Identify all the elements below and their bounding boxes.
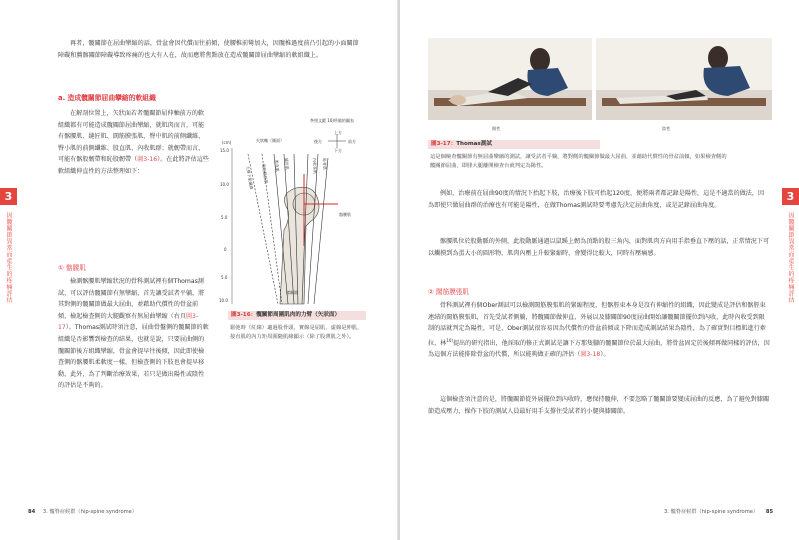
citation-superscript: 10) bbox=[446, 337, 453, 343]
photo-label-negative: 陰性 bbox=[662, 126, 671, 131]
right-paragraph-3-tail: ）。 bbox=[600, 351, 610, 359]
direction-down: 下方 bbox=[334, 148, 342, 153]
left-paragraph-2-text: 檢測髂腰肌攣縮狀況的骨科測試裡有個Thomas測試，可以評估髖關節有無攣縮，首先讓受試者平躺，將其對側的髖關節做最大屈曲，並藉助代償性的骨盆前傾，檢起檢查側的大腿觀察有無屈曲攣縮（右頁 bbox=[58, 278, 205, 320]
right-paragraph-3-text: 骨科測試裡有個Ober測試可以檢測闊筋膜張肌的緊縮程度，但髂脛束本身是沒有伸縮性的組織，因此變成是評估和髂脛束連結的闊筋膜張肌，首先受試者側躺，將髖關節做伸直、外展以及膝關節90度屈曲開始讓髖關節擺位到內收，此時內收受到限制的話就判定為陽性，可是，Ober測試很容易因為代償性的骨盆前傾或下降而造成測試結果為陰性，為了確實對目標肌進行牽拉，林 bbox=[428, 302, 766, 347]
caption-label: 圖3-16： bbox=[231, 312, 257, 318]
caption-title: 髖關節周圍肌肉的力臂（矢狀面） bbox=[256, 312, 341, 318]
page-number: 85 bbox=[765, 509, 774, 515]
chapter-tab-right[interactable]: 3 bbox=[782, 188, 799, 205]
direction-back: 後方 bbox=[314, 139, 322, 144]
figure-ref-3-18[interactable]: 圖3-18 bbox=[580, 351, 601, 359]
axis-position-label: 矢狀軸（側面） bbox=[256, 138, 284, 143]
left-paragraph-1 bbox=[58, 108, 210, 178]
photo-label-positive: 陽性 bbox=[492, 126, 501, 131]
tick-label: 15.0 bbox=[220, 148, 229, 153]
figure-3-17-caption bbox=[431, 140, 492, 149]
tick-label: 0 bbox=[224, 247, 227, 252]
thomas-test-photo-positive bbox=[428, 38, 592, 120]
page-number: 84 bbox=[28, 509, 36, 515]
right-footer bbox=[664, 508, 773, 515]
figure-3-16-caption bbox=[231, 311, 340, 320]
figure-ref-3-16[interactable]: 圖3-16 bbox=[137, 156, 158, 164]
right-paragraph-3-text-b: 提出的研究指出，他採取的修正式測試是讓下方那隻腳的髖關節位於最大屈曲，將骨盆固定於後傾再做同樣的評估，因為這個方法能排除骨盆的代償，所以能夠做正確的評估（ bbox=[428, 339, 770, 359]
left-page bbox=[0, 0, 398, 540]
running-footer: 3. 髖脊症候群（hip-spine syndrome） bbox=[42, 509, 138, 515]
photo-negative-svg bbox=[596, 38, 772, 120]
caption-label: 圖3-17： bbox=[431, 141, 457, 147]
knee-label: 膝關節 bbox=[286, 290, 298, 295]
left-paragraph-2-tail: ）。Thomas測試時須注意，屈曲骨盤側的髖關節的軟組織是否影響到檢查的結果，也就是說，只要屈曲側的髖關節後方組織攣縮，骨盆會提早往後傾，因此即使檢查側的髂腰肌柔軟度一樣，但檢查側的下肢也會提早移動，此外，為了判斷治療效果，若只是做出陽性或陰性的評估是不夠的。 bbox=[58, 324, 209, 390]
figure-3-17-note: 這是個檢查髖關節有無屈曲攣縮的測試，讓受試者平躺，將對側的髖關節做最大屈曲，並藉助代償性的骨盆前傾，如果檢查側的髖關節屈曲，即腓大腿離開檢查台就判定為陽性。 bbox=[430, 154, 727, 170]
axis-ticks bbox=[219, 148, 229, 303]
left-paragraph-1-tail: ）。在此將評估這些軟組織伸直性的方法整理如下： bbox=[58, 156, 209, 175]
figure-3-16-note: 鬆弛時（紅線）適過股骨頭，實線是屈肌，虛線是伸肌，接直肌的內力矩周圍隨肌緣顯示（除了股薄肌之外）。 bbox=[230, 325, 363, 341]
left-paragraph-2 bbox=[58, 276, 210, 392]
diagram-svg bbox=[218, 114, 368, 310]
figure-3-16-caption-bar bbox=[228, 311, 366, 320]
subheading-iliopsoas: ① 髂腰肌 bbox=[58, 264, 86, 272]
figure-ref-3-17[interactable]: 圖3-17 bbox=[58, 312, 199, 332]
figure-3-17-caption-bar bbox=[428, 140, 600, 149]
right-paragraph-4: 這個檢查須注意的是，將髖關節從外展擺位到內收時，應保持髖伸，不要忽略了髖關節要變成屈曲的反應，為了避免對膝關節造成壓力，操作下肢的測試人員最好用手支撐住受試者的小腿與膝關節。 bbox=[428, 396, 770, 415]
chapter-side-title-left: 因髖關節異常而產生的疼痛評估 bbox=[5, 212, 12, 303]
right-page bbox=[400, 0, 799, 540]
muscle-label: 闊筋膜張肌 bbox=[261, 163, 269, 184]
muscle-label: 大臀下肌纖維 bbox=[245, 165, 255, 190]
photo-positive-svg bbox=[428, 38, 592, 120]
intro-paragraph: 再者，髖關節在屈曲攣縮的話，骨盆會因代償而往前傾，使腰椎前彎加大，因髖椎過度前凸引起的小面關節障礙和薦髂關節障礙導致疼痛的也大有人在，故而應將焦點放在造成髖關節屈曲攣縮的軟組織上。 bbox=[58, 40, 359, 59]
caption-title: Thomas測試 bbox=[456, 141, 492, 147]
diagram-ref-label: 參照文獻 10)所做的圖表 bbox=[310, 118, 354, 123]
right-paragraph-2: 髂腰肌位於股動脈的外側，此股動脈通過以鼠蹊上韌為頂點的股三角內，面對肌肉方向用手指垂直下壓的話，正常情況下可以觸摸到為蛋大小的圓形物，肌肉內壓上升較緊縮時，會變得比較大，同時有壓痛感。 bbox=[428, 238, 770, 257]
thomas-test-photo-negative bbox=[596, 38, 772, 120]
chapter-tab-left[interactable]: 3 bbox=[0, 188, 17, 205]
direction-front: 前方 bbox=[348, 139, 356, 144]
muscle-label: 髂腰肌 bbox=[339, 212, 351, 217]
axis-unit-label: (cm) bbox=[222, 140, 232, 145]
muscle-label: 縫匠肌 bbox=[284, 157, 290, 171]
tick-label: 5.0 bbox=[221, 215, 228, 220]
left-footer bbox=[28, 508, 137, 515]
tick-label: 10.0 bbox=[220, 182, 229, 187]
left-paragraph-1-text: 在解剖位置上，矢狀面若者髖關節屈伸軸前方的軟組織都有可能造成髖關節屈曲攣縮，就肌肉而言，可能有髂腰肌、縫匠肌、闊筋膜張肌、臀中肌的前側纖維、臀小肌的前側纖維、股直肌、內收肌群；就韌帶而言，可能有髂股韌帶和恥股韌帶（ bbox=[58, 110, 205, 164]
muscle-label: 股直肌 bbox=[274, 159, 281, 173]
tick-label: 10.0 bbox=[219, 298, 228, 303]
muscle-moment-arm-diagram bbox=[218, 114, 368, 310]
running-footer: 3. 髖脊症候群（hip-spine syndrome） bbox=[664, 509, 759, 515]
muscle-label: 內收長肌 bbox=[312, 157, 318, 175]
right-paragraph-3 bbox=[428, 300, 770, 361]
direction-up: 上方 bbox=[334, 130, 342, 135]
chapter-side-title-right: 因髖關節異常而產生的疼痛評估 bbox=[787, 212, 794, 303]
subheading-tfl: ② 闊筋膜張肌 bbox=[428, 288, 469, 296]
right-paragraph-1: 例如，治療前在屈曲90度的情況下抬起下肢，治療後下肢可抬起120度，便將兩者都記錄是陽性，這是不適當的做法，因為即使只做屈曲群的治療也有可能是陽性，在做Thomas測試時要考慮先決定屈曲角度，或是記錄屈曲角度。 bbox=[428, 190, 765, 209]
tick-label: 5.0 bbox=[221, 275, 228, 280]
muscle-label: 恥骨肌 bbox=[322, 157, 328, 171]
section-heading-a: a. 造成髖關節屈曲攣縮的軟組織 bbox=[58, 94, 156, 102]
